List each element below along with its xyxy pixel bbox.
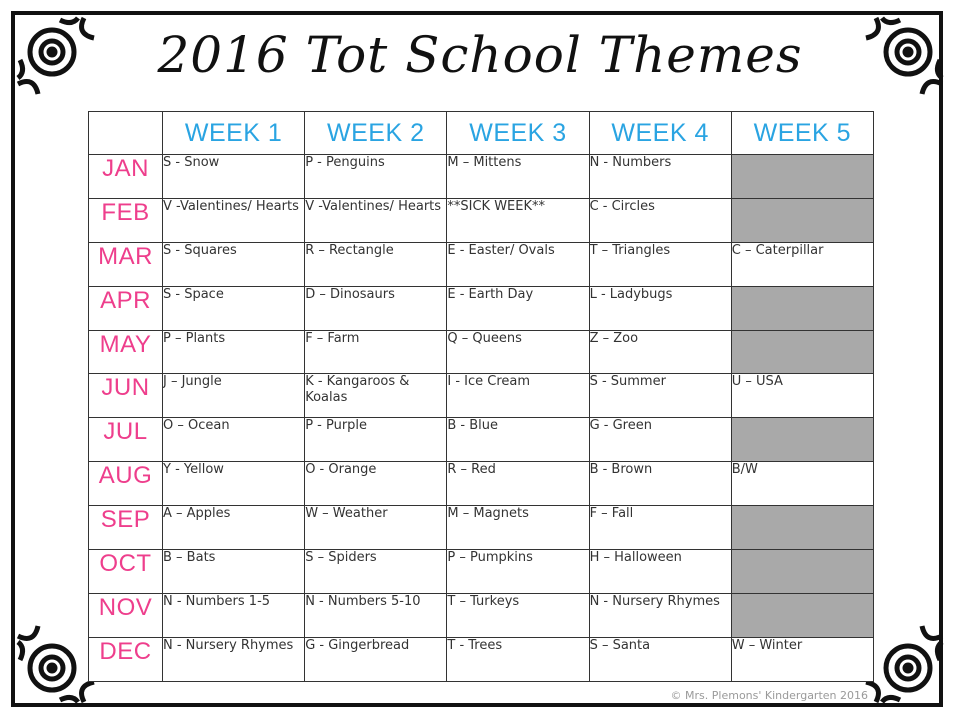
- month-label: DEC: [89, 637, 163, 681]
- header-row: [89, 112, 874, 155]
- empty-theme-cell: [731, 550, 873, 594]
- table-row: [89, 242, 874, 286]
- theme-cell: Q – Queens: [447, 330, 589, 374]
- month-label: SEP: [89, 506, 163, 550]
- theme-cell: P – Pumpkins: [447, 550, 589, 594]
- month-label: NOV: [89, 593, 163, 637]
- month-label: JUN: [89, 374, 163, 418]
- theme-cell: Z – Zoo: [589, 330, 731, 374]
- empty-theme-cell: [731, 286, 873, 330]
- theme-cell: N - Numbers: [589, 155, 731, 199]
- theme-cell: N - Nursery Rhymes: [163, 637, 305, 681]
- page-title: 2016 Tot School Themes: [157, 26, 803, 84]
- theme-cell: Y - Yellow: [163, 462, 305, 506]
- empty-theme-cell: [731, 593, 873, 637]
- month-label: MAR: [89, 242, 163, 286]
- theme-cell: P - Purple: [305, 418, 447, 462]
- week-header: WEEK 3: [447, 112, 589, 155]
- theme-cell: M – Magnets: [447, 506, 589, 550]
- theme-cell: V -Valentines/ Hearts: [163, 198, 305, 242]
- table-row: [89, 637, 874, 681]
- theme-cell: U – USA: [731, 374, 873, 418]
- table-row: [89, 506, 874, 550]
- theme-cell: B/W: [731, 462, 873, 506]
- copyright-footer: © Mrs. Plemons' Kindergarten 2016: [670, 689, 868, 702]
- table-row: [89, 155, 874, 199]
- empty-theme-cell: [731, 506, 873, 550]
- theme-cell: E - Easter/ Ovals: [447, 242, 589, 286]
- empty-theme-cell: [731, 418, 873, 462]
- theme-cell: R – Red: [447, 462, 589, 506]
- theme-cell: W – Weather: [305, 506, 447, 550]
- month-label: APR: [89, 286, 163, 330]
- theme-cell: A – Apples: [163, 506, 305, 550]
- theme-cell: K - Kangaroos & Koalas: [305, 374, 447, 418]
- theme-cell: D – Dinosaurs: [305, 286, 447, 330]
- theme-cell: P - Penguins: [305, 155, 447, 199]
- table-row: [89, 374, 874, 418]
- theme-cell: B – Bats: [163, 550, 305, 594]
- theme-cell: H – Halloween: [589, 550, 731, 594]
- table-row: [89, 462, 874, 506]
- month-label: OCT: [89, 550, 163, 594]
- week-header: WEEK 1: [163, 112, 305, 155]
- theme-cell: T - Trees: [447, 637, 589, 681]
- theme-cell: V -Valentines/ Hearts: [305, 198, 447, 242]
- theme-cell: N - Nursery Rhymes: [589, 593, 731, 637]
- table-row: [89, 550, 874, 594]
- theme-cell: I - Ice Cream: [447, 374, 589, 418]
- empty-theme-cell: [731, 330, 873, 374]
- theme-cell: **SICK WEEK**: [447, 198, 589, 242]
- theme-cell: E - Earth Day: [447, 286, 589, 330]
- theme-cell: M – Mittens: [447, 155, 589, 199]
- theme-cell: N - Numbers 1-5: [163, 593, 305, 637]
- week-header: WEEK 5: [731, 112, 873, 155]
- month-label: FEB: [89, 198, 163, 242]
- theme-cell: F – Farm: [305, 330, 447, 374]
- month-label: JAN: [89, 155, 163, 199]
- theme-cell: T – Turkeys: [447, 593, 589, 637]
- theme-cell: R – Rectangle: [305, 242, 447, 286]
- theme-cell: B - Blue: [447, 418, 589, 462]
- theme-cell: S - Summer: [589, 374, 731, 418]
- theme-cell: N - Numbers 5-10: [305, 593, 447, 637]
- theme-cell: G - Green: [589, 418, 731, 462]
- table-row: [89, 198, 874, 242]
- theme-cell: T – Triangles: [589, 242, 731, 286]
- theme-cell: S - Snow: [163, 155, 305, 199]
- theme-cell: P – Plants: [163, 330, 305, 374]
- theme-cell: G - Gingerbread: [305, 637, 447, 681]
- theme-cell: C – Caterpillar: [731, 242, 873, 286]
- theme-cell: S - Squares: [163, 242, 305, 286]
- corner-cell: [89, 112, 163, 155]
- table-row: [89, 418, 874, 462]
- month-label: MAY: [89, 330, 163, 374]
- theme-cell: B - Brown: [589, 462, 731, 506]
- theme-cell: S – Spiders: [305, 550, 447, 594]
- week-header: WEEK 4: [589, 112, 731, 155]
- themes-table: [88, 111, 874, 682]
- theme-cell: C - Circles: [589, 198, 731, 242]
- theme-cell: W – Winter: [731, 637, 873, 681]
- empty-theme-cell: [731, 155, 873, 199]
- table-row: [89, 593, 874, 637]
- theme-cell: O – Ocean: [163, 418, 305, 462]
- week-header: WEEK 2: [305, 112, 447, 155]
- table-row: [89, 330, 874, 374]
- theme-cell: J – Jungle: [163, 374, 305, 418]
- theme-cell: L - Ladybugs: [589, 286, 731, 330]
- theme-cell: F – Fall: [589, 506, 731, 550]
- theme-cell: O - Orange: [305, 462, 447, 506]
- month-label: JUL: [89, 418, 163, 462]
- month-label: AUG: [89, 462, 163, 506]
- theme-cell: S - Space: [163, 286, 305, 330]
- theme-cell: S – Santa: [589, 637, 731, 681]
- empty-theme-cell: [731, 198, 873, 242]
- table-row: [89, 286, 874, 330]
